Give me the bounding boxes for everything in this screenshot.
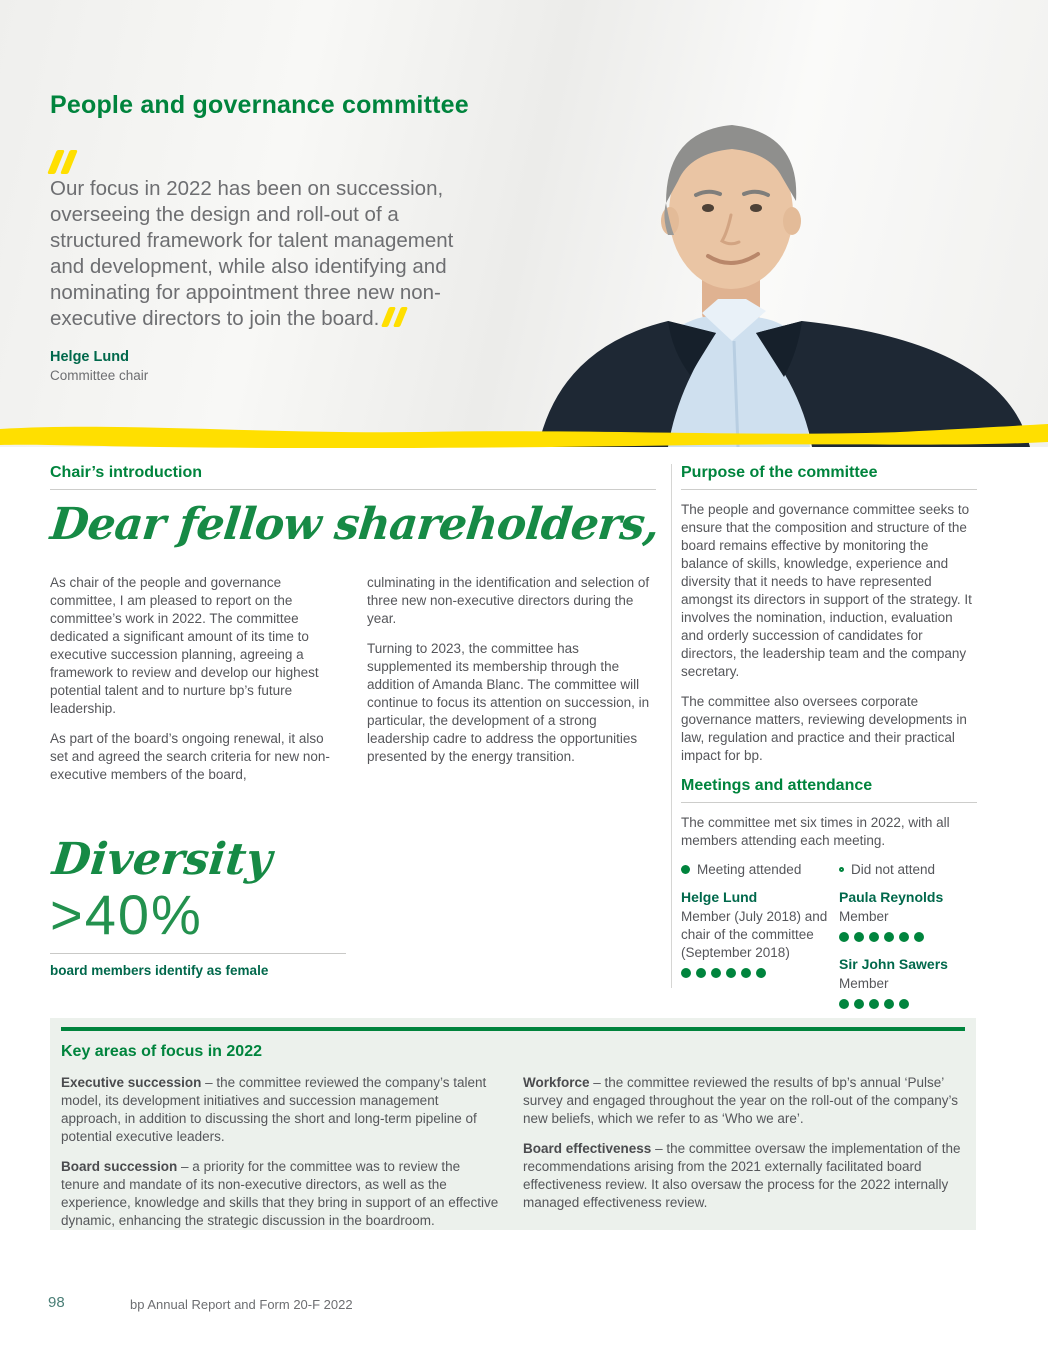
chair-intro-column-1: [50, 574, 345, 796]
key-areas-columns: [61, 1074, 965, 1242]
key-area-text: – a priority for the committee was to review the tenure and mandate of its non-executive directors, as well as the experience, knowledge and skills that they bring in support of an effective dynamic, enhancing the strategic discussion in the boardroom.: [61, 1159, 499, 1228]
footer-report-title: bp Annual Report and Form 20-F 2022: [130, 1297, 353, 1312]
paragraph: The committee also oversees corporate governance matters, reviewing developments in law, regulation and practice and their practical impact for bp.: [681, 694, 967, 763]
attendance-members: [681, 889, 977, 1023]
member-helge-lund: [681, 889, 839, 978]
chair-quote-text: Our focus in 2022 has been on succession, overseeing the design and roll-out of a structured framework for talent management and development, while also identifying and nominating for appointment three new non-executive directors to join the board.: [50, 177, 454, 330]
paragraph: As chair of the people and governance committee, I am pleased to report on the committee’s work in 2022. The committee dedicated a significant amount of its time to executive succession planning, agreeing a framework to review and develop our highest potential talent and to nurture bp’s future leadership.: [50, 575, 319, 716]
attendance-legend: [681, 862, 977, 877]
paragraph: The people and governance committee seeks to ensure that the composition and structure of the board remains effective by monitoring the balance of skills, knowledge, experience and diversity that it needs to have represented amongst its directors in support of the strategy. It involves the nomination, induction, evaluation and orderly succession of candidates for directors, the leadership team and the company secretary.: [681, 502, 972, 679]
open-quote-icon: [52, 150, 78, 179]
purpose-heading: Purpose of the committee: [681, 464, 977, 490]
key-area-title: Board succession: [61, 1159, 178, 1174]
legend-label: Meeting attended: [697, 862, 802, 877]
chair-quote: [50, 176, 482, 332]
key-area-board-effectiveness: [523, 1140, 963, 1212]
paragraph: culminating in the identification and selection of three new non-executive directors during the year.: [367, 575, 650, 626]
quote-attribution: [50, 349, 148, 383]
diversity-stat-value: >40%: [50, 883, 203, 946]
key-areas-column-1: [61, 1074, 501, 1242]
key-area-board-succession: [61, 1158, 501, 1230]
chair-intro-column-2: [367, 574, 662, 796]
column-divider: [671, 464, 672, 988]
member-role: Member: [839, 976, 889, 991]
member-sir-john-sawers: [839, 956, 977, 1009]
key-area-text: – the committee reviewed the company’s talent model, its development initiatives and succession management approach, in addition to discussing the short and long-term pipeline of potential executive leaders.: [61, 1075, 487, 1144]
page-title: People and governance committee: [50, 91, 469, 119]
member-name: Helge Lund: [681, 889, 758, 905]
chair-introduction-heading: Chair’s introduction: [50, 464, 656, 490]
member-name: Paula Reynolds: [839, 889, 944, 905]
did-not-attend-dot-icon: [839, 867, 844, 872]
paragraph: Turning to 2023, the committee has supplemented its membership through the addition of Amanda Blanc. The committee will continue to focus its attention on succession, in particular, the development of a strong leadership cadre to address the opportunities presented by the energy transition.: [367, 641, 650, 764]
member-name: Sir John Sawers: [839, 956, 948, 972]
meetings-heading: Meetings and attendance: [681, 777, 977, 803]
diversity-stat-caption: board members identify as female: [50, 963, 269, 978]
members-column-1: [681, 889, 839, 1023]
member-role: Member: [839, 909, 889, 924]
quote-author-role: Committee chair: [50, 368, 149, 383]
divider: [61, 1027, 965, 1031]
portrait-photo: [520, 75, 1048, 447]
member-role: Member (July 2018) and chair of the committee (September 2018): [681, 909, 828, 960]
attendance-dots: [839, 999, 977, 1009]
legend-did-not-attend: [839, 862, 935, 877]
diversity-script: Diversity: [50, 834, 275, 885]
meetings-intro: The committee met six times in 2022, with all members attending each meeting.: [681, 815, 950, 848]
divider: [50, 953, 346, 954]
key-area-title: Workforce: [523, 1075, 590, 1090]
salutation-script: Dear fellow shareholders,: [48, 499, 661, 550]
chair-introduction-body: [50, 574, 662, 796]
key-areas-column-2: [523, 1074, 963, 1242]
key-area-text: – the committee oversaw the implementation of the recommendations arising from the 2021 externally facilitated board effectiveness review. It also oversaw the process for the 2022 internally managed effectiveness review.: [523, 1141, 961, 1210]
key-area-workforce: [523, 1074, 963, 1128]
key-areas-heading: Key areas of focus in 2022: [61, 1043, 262, 1060]
paragraph: As part of the board’s ongoing renewal, it also set and agreed the search criteria for new non-executive members of the board,: [50, 731, 330, 782]
hero-section: [0, 0, 1048, 447]
meeting-attended-dot-icon: [681, 865, 690, 874]
key-areas-box: [50, 1018, 976, 1230]
attendance-dots: [681, 968, 839, 978]
page-number: 98: [48, 1294, 65, 1311]
legend-label: Did not attend: [851, 862, 936, 877]
key-area-executive-succession: [61, 1074, 501, 1146]
key-area-title: Board effectiveness: [523, 1141, 652, 1156]
diversity-stat-block: [50, 834, 346, 978]
members-column-2: [839, 889, 977, 1023]
close-quote-icon: [385, 306, 409, 332]
key-area-title: Executive succession: [61, 1075, 202, 1090]
attendance-dots: [839, 932, 977, 942]
legend-meeting-attended: [681, 862, 839, 877]
key-area-text: – the committee reviewed the results of bp’s annual ‘Pulse’ survey and engaged throughout the year on the roll-out of the company’s new beliefs, which we refer to as ‘Who we are’.: [523, 1075, 959, 1126]
quote-author-name: Helge Lund: [50, 349, 129, 365]
yellow-brush-divider: [0, 420, 1048, 450]
right-sidebar: [681, 464, 977, 1023]
member-paula-reynolds: [839, 889, 977, 942]
